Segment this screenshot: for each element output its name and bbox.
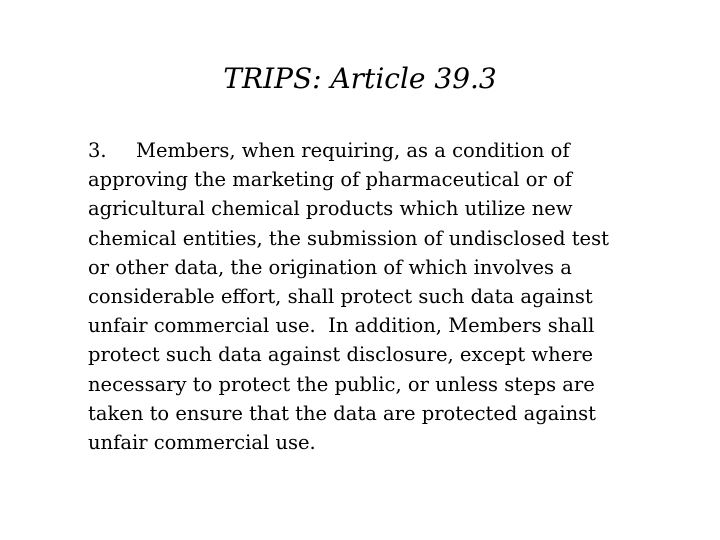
text-line: protect such data against disclosure, except where [88, 343, 594, 367]
text-line: agricultural chemical products which utilize new [88, 197, 573, 221]
text-line: or other data, the origination of which involves a [88, 255, 572, 279]
text-line: considerable effort, shall protect such data against [88, 285, 593, 309]
paragraph-number: 3. [88, 139, 107, 162]
text-line: unfair commercial use. In addition, Members shall [88, 314, 595, 338]
text-line: approving the marketing of pharmaceutical or of [88, 168, 572, 192]
text-line [88, 136, 668, 165]
text-line-content: Members, when requiring, as a condition of [136, 139, 570, 162]
text-line: chemical entities, the submission of undisclosed test [88, 226, 609, 250]
text-line: necessary to protect the public, or unless steps are [88, 372, 595, 396]
article-text [88, 136, 668, 457]
text-line: taken to ensure that the data are protected against [88, 401, 596, 425]
slide-title: TRIPS: Article 39.3 [223, 62, 497, 95]
text-line: unfair commercial use. [88, 431, 316, 455]
